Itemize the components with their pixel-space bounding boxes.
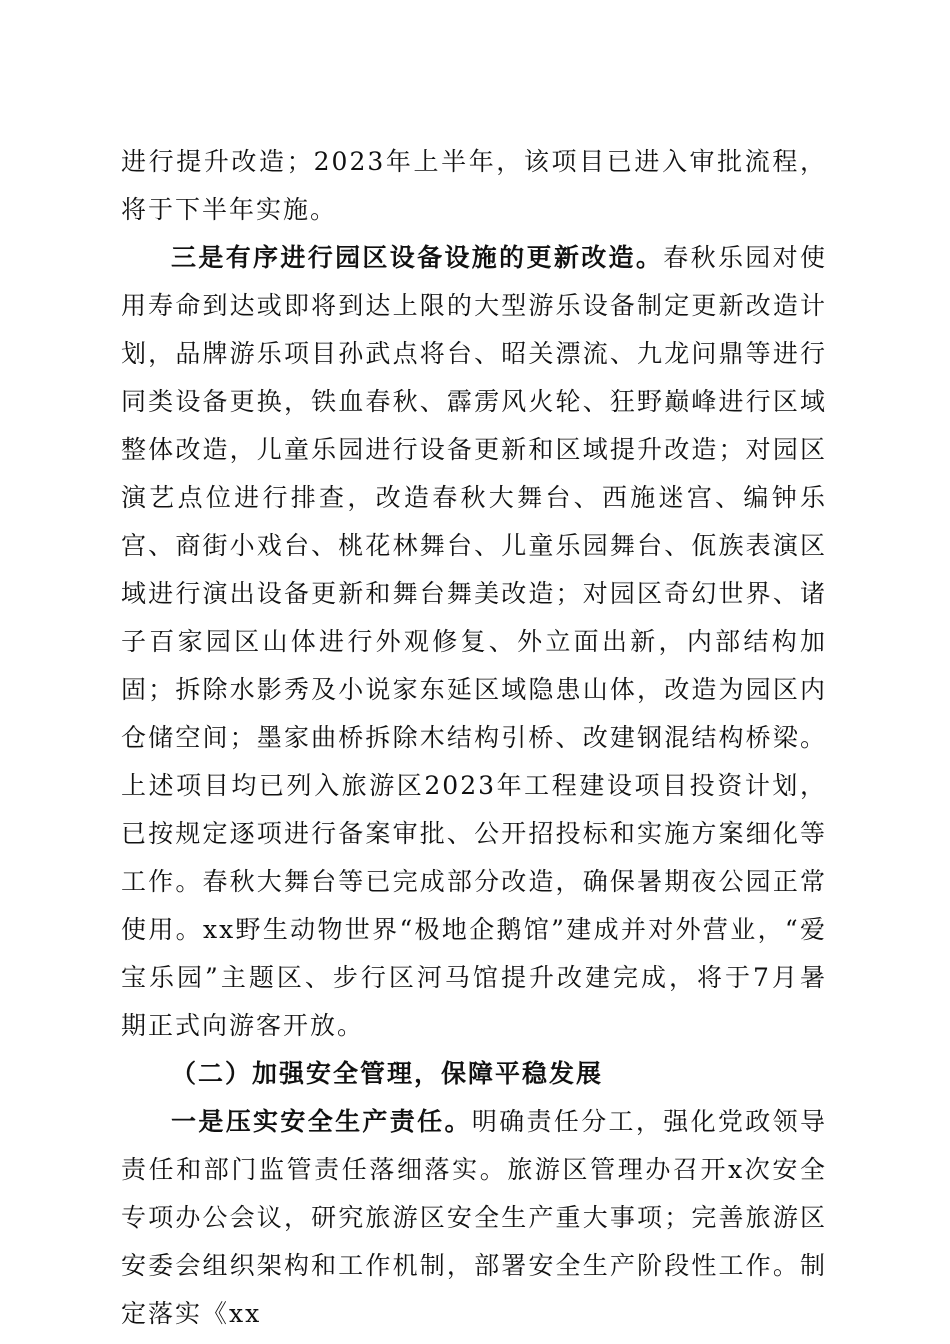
paragraph-continuation [121,138,827,234]
document-body [121,138,827,1338]
paragraph-lead: 一是压实安全生产责任。 [171,1107,472,1136]
paragraph-body: 春秋乐园对使用寿命到达或即将到达上限的大型游乐设备制定更新改造计划，品牌游乐项目孙武点将台、昭关漂流、九龙问鼎等进行同类设备更换，铁血春秋、霹雳风火轮、狂野巅峰进行区域整体改造，儿童乐园进行设备更新和区域提升改造；对园区演艺点位进行排查，改造春秋大舞台、西施迷宫、编钟乐宫、商街小戏台、桃花林舞台、儿童乐园舞台、佤族表演区域进行演出设备更新和舞台舞美改造；对园区奇幻世界、诸子百家园区山体进行外观修复、外立面出新，内部结构加固；拆除水影秀及小说家东延区域隐患山体，改造为园区内仓储空间；墨家曲桥拆除木结构引桥、改建钢混结构桥梁。上述项目均已列入旅游区2023年工程建设项目投资计划，已按规定逐项进行备案审批、公开招投标和实施方案细化等工作。春秋大舞台等已完成部分改造，确保暑期夜公园正常使用。xx野生动物世界“极地企鹅馆”建成并对外营业，“爱宝乐园”主题区、步行区河马馆提升改建完成，将于7月暑期正式向游客开放。 [121,243,827,1040]
paragraph-equipment-renovation [121,234,827,1050]
paragraph-lead: 三是有序进行园区设备设施的更新改造。 [171,243,664,272]
paragraph-safety-responsibility [121,1098,827,1338]
section-heading: （二）加强安全管理，保障平稳发展 [171,1059,604,1088]
paragraph-body: 进行提升改造；2023年上半年，该项目已进入审批流程，将于下半年实施。 [121,147,827,224]
paragraph-body: 明确责任分工，强化党政领导责任和部门监管责任落细落实。旅游区管理办召开x次安全专项办公会议，研究旅游区安全生产重大事项；完善旅游区安委会组织架构和工作机制，部署安全生产阶段性工作。制定落实《xx [121,1107,827,1328]
